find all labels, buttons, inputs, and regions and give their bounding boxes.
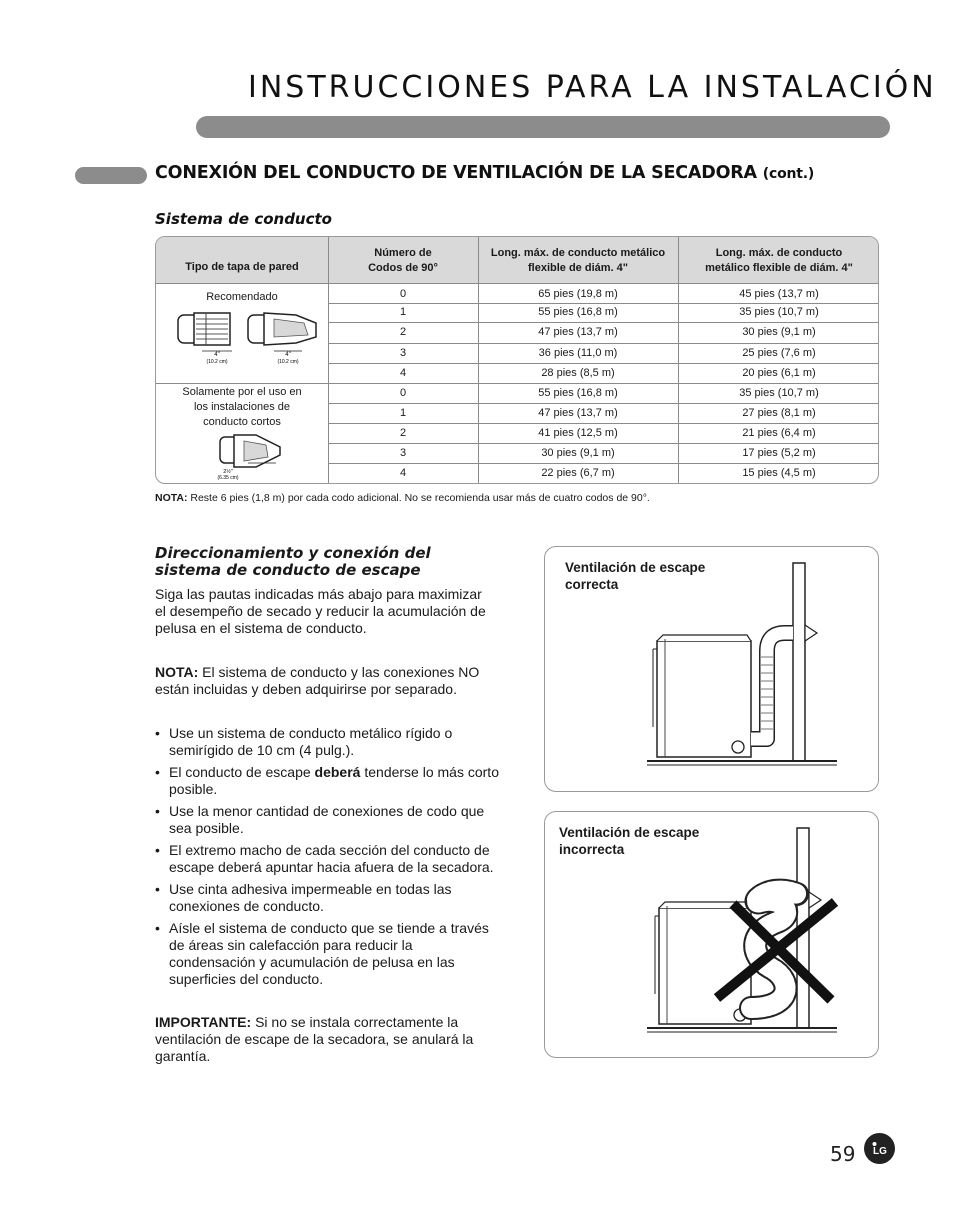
table-cell: 47 pies (13,7 m) — [538, 407, 618, 419]
table-cell: 22 pies (6,7 m) — [541, 467, 615, 479]
table-cell: 65 pies (19,8 m) — [538, 288, 618, 300]
important-label: IMPORTANTE: — [155, 1014, 252, 1030]
table-cell: 4 — [399, 467, 407, 479]
routing-note — [155, 664, 495, 698]
list-item — [155, 764, 500, 798]
bullet2-post: tenderse lo más corto posible. — [169, 764, 499, 797]
wall-cap-short-runs-label: Solamente por el uso en los instalaciones de conducto cortos — [182, 386, 302, 428]
important-text: Si no se instala correctamente la ventilación de escape de la secadora, se anulará la garantía. — [155, 1014, 474, 1064]
dim-short-metric: (6.35 cm) — [217, 475, 239, 481]
header-wall-cap: Tipo de tapa de pared — [185, 261, 299, 273]
table-cell: 35 pies (10,7 m) — [739, 387, 819, 399]
table-cell: 28 pies (8,5 m) — [541, 367, 615, 379]
table-header — [156, 237, 879, 284]
short-run-wall-cap-illustration — [156, 433, 328, 483]
table-cell: 0 — [399, 387, 407, 399]
table-cell: 30 pies (9,1 m) — [541, 447, 615, 459]
lg-logo-mark — [864, 1133, 895, 1164]
table-cell: 3 — [399, 447, 407, 459]
correct-exhaust-diagram — [544, 546, 879, 792]
table-cell: 15 pies (4,5 m) — [742, 467, 816, 479]
table-note-label: NOTA: — [155, 492, 188, 504]
subsection-title: Sistema de conducto — [155, 210, 332, 228]
table-cell: 17 pies (5,2 m) — [742, 447, 816, 459]
dim-left: 4" — [214, 352, 220, 358]
table-cell: 1 — [399, 306, 407, 318]
table-cell: 55 pies (16,8 m) — [538, 387, 618, 399]
incorrect-exhaust-illustration — [545, 812, 880, 1059]
important-warning — [155, 1014, 495, 1065]
routing-intro: Siga las pautas indicadas más abajo para maximizar el desempeño de secado y reducir la acumulación de pelusa en el sistema de conducto. — [155, 586, 486, 636]
page-title: INSTRUCCIONES PARA LA INSTALACIÓN — [248, 70, 937, 105]
table-cell: 41 pies (12,5 m) — [538, 427, 618, 439]
list-item: • Aísle el sistema de conducto que se tiende a través de áreas sin calefacción para reducir la condensación y acumulación de pelusa en las superficies del conducto. — [155, 920, 500, 988]
dim-short: 2½" — [223, 469, 233, 475]
section-title-text: CONEXIÓN DEL CONDUCTO DE VENTILACIÓN DE LA SECADORA — [155, 163, 757, 183]
list-item: • Use cinta adhesiva impermeable en todas las conexiones de conducto. — [155, 881, 500, 915]
table-cell: 4 — [399, 367, 407, 379]
wall-cap-recommended-label: Recomendado — [206, 291, 278, 303]
header-rigid-length: Long. máx. de conducto metálico flexible de diám. 4" — [490, 246, 666, 274]
list-item: • Use un sistema de conducto metálico rígido o semirígido de 10 cm (4 pulg.). — [155, 725, 500, 759]
header-flexible-length: Long. máx. de conducto metálico flexible de diám. 4" — [705, 246, 853, 274]
table-cell: 20 pies (6,1 m) — [742, 367, 816, 379]
table-cell: 27 pies (8,1 m) — [742, 407, 816, 419]
list-item: • El extremo macho de cada sección del conducto de escape deberá apuntar hacia afuera de la secadora. — [155, 842, 500, 876]
dim-left-metric: (10.2 cm) — [206, 359, 228, 365]
routing-guidelines-list — [155, 725, 500, 993]
table-cell: 2 — [399, 427, 407, 439]
section-marker — [75, 167, 147, 184]
list-item: • Use la menor cantidad de conexiones de codo que sea posible. — [155, 803, 500, 837]
recommended-wall-caps-illustration — [156, 307, 328, 385]
bullet2-bold: deberá — [314, 764, 361, 780]
duct-length-table — [155, 236, 879, 484]
incorrect-exhaust-label: Ventilación de escape incorrecta — [559, 825, 700, 857]
incorrect-exhaust-diagram — [544, 811, 879, 1058]
section-title-cont: (cont.) — [762, 166, 815, 182]
dim-right-metric: (10.2 cm) — [277, 359, 299, 365]
correct-exhaust-label: Ventilación de escape correcta — [565, 560, 706, 592]
table-cell: 2 — [399, 326, 407, 338]
bullet2-pre: El conducto de escape — [169, 764, 315, 780]
table-cell: 25 pies (7,6 m) — [742, 347, 816, 359]
table-cell: 0 — [399, 288, 407, 300]
table-cell: 21 pies (6,4 m) — [742, 427, 816, 439]
table-cell: 35 pies (10,7 m) — [739, 306, 819, 318]
table-cell: 36 pies (11,0 m) — [538, 347, 618, 359]
title-underline-bar — [196, 116, 890, 138]
table-cell: 3 — [399, 347, 407, 359]
table-cell: 55 pies (16,8 m) — [538, 306, 618, 318]
table-cell: 47 pies (13,7 m) — [538, 326, 618, 338]
section-title — [155, 163, 814, 183]
table-cell: 30 pies (9,1 m) — [742, 326, 816, 338]
table-cell: 1 — [399, 407, 407, 419]
correct-exhaust-illustration — [545, 547, 880, 793]
table-cell: 45 pies (13,7 m) — [739, 288, 819, 300]
routing-note-label: NOTA: — [155, 664, 199, 680]
routing-note-text: El sistema de conducto y las conexiones NO están incluidas y deben adquirirse por separado. — [155, 664, 480, 697]
header-elbows: Número de Codos de 90° — [368, 246, 438, 274]
table-note-text: Reste 6 pies (1,8 m) por cada codo adicional. No se recomienda usar más de cuatro codos de 90°. — [187, 492, 650, 504]
lg-logo-icon — [864, 1133, 895, 1164]
lg-logo-text: LG — [873, 1146, 887, 1157]
page-number: 59 — [830, 1142, 856, 1166]
dim-right: 4" — [285, 352, 291, 358]
table-note — [155, 492, 650, 504]
routing-section-title: Direccionamiento y conexión del sistema de conducto de escape — [155, 544, 431, 579]
